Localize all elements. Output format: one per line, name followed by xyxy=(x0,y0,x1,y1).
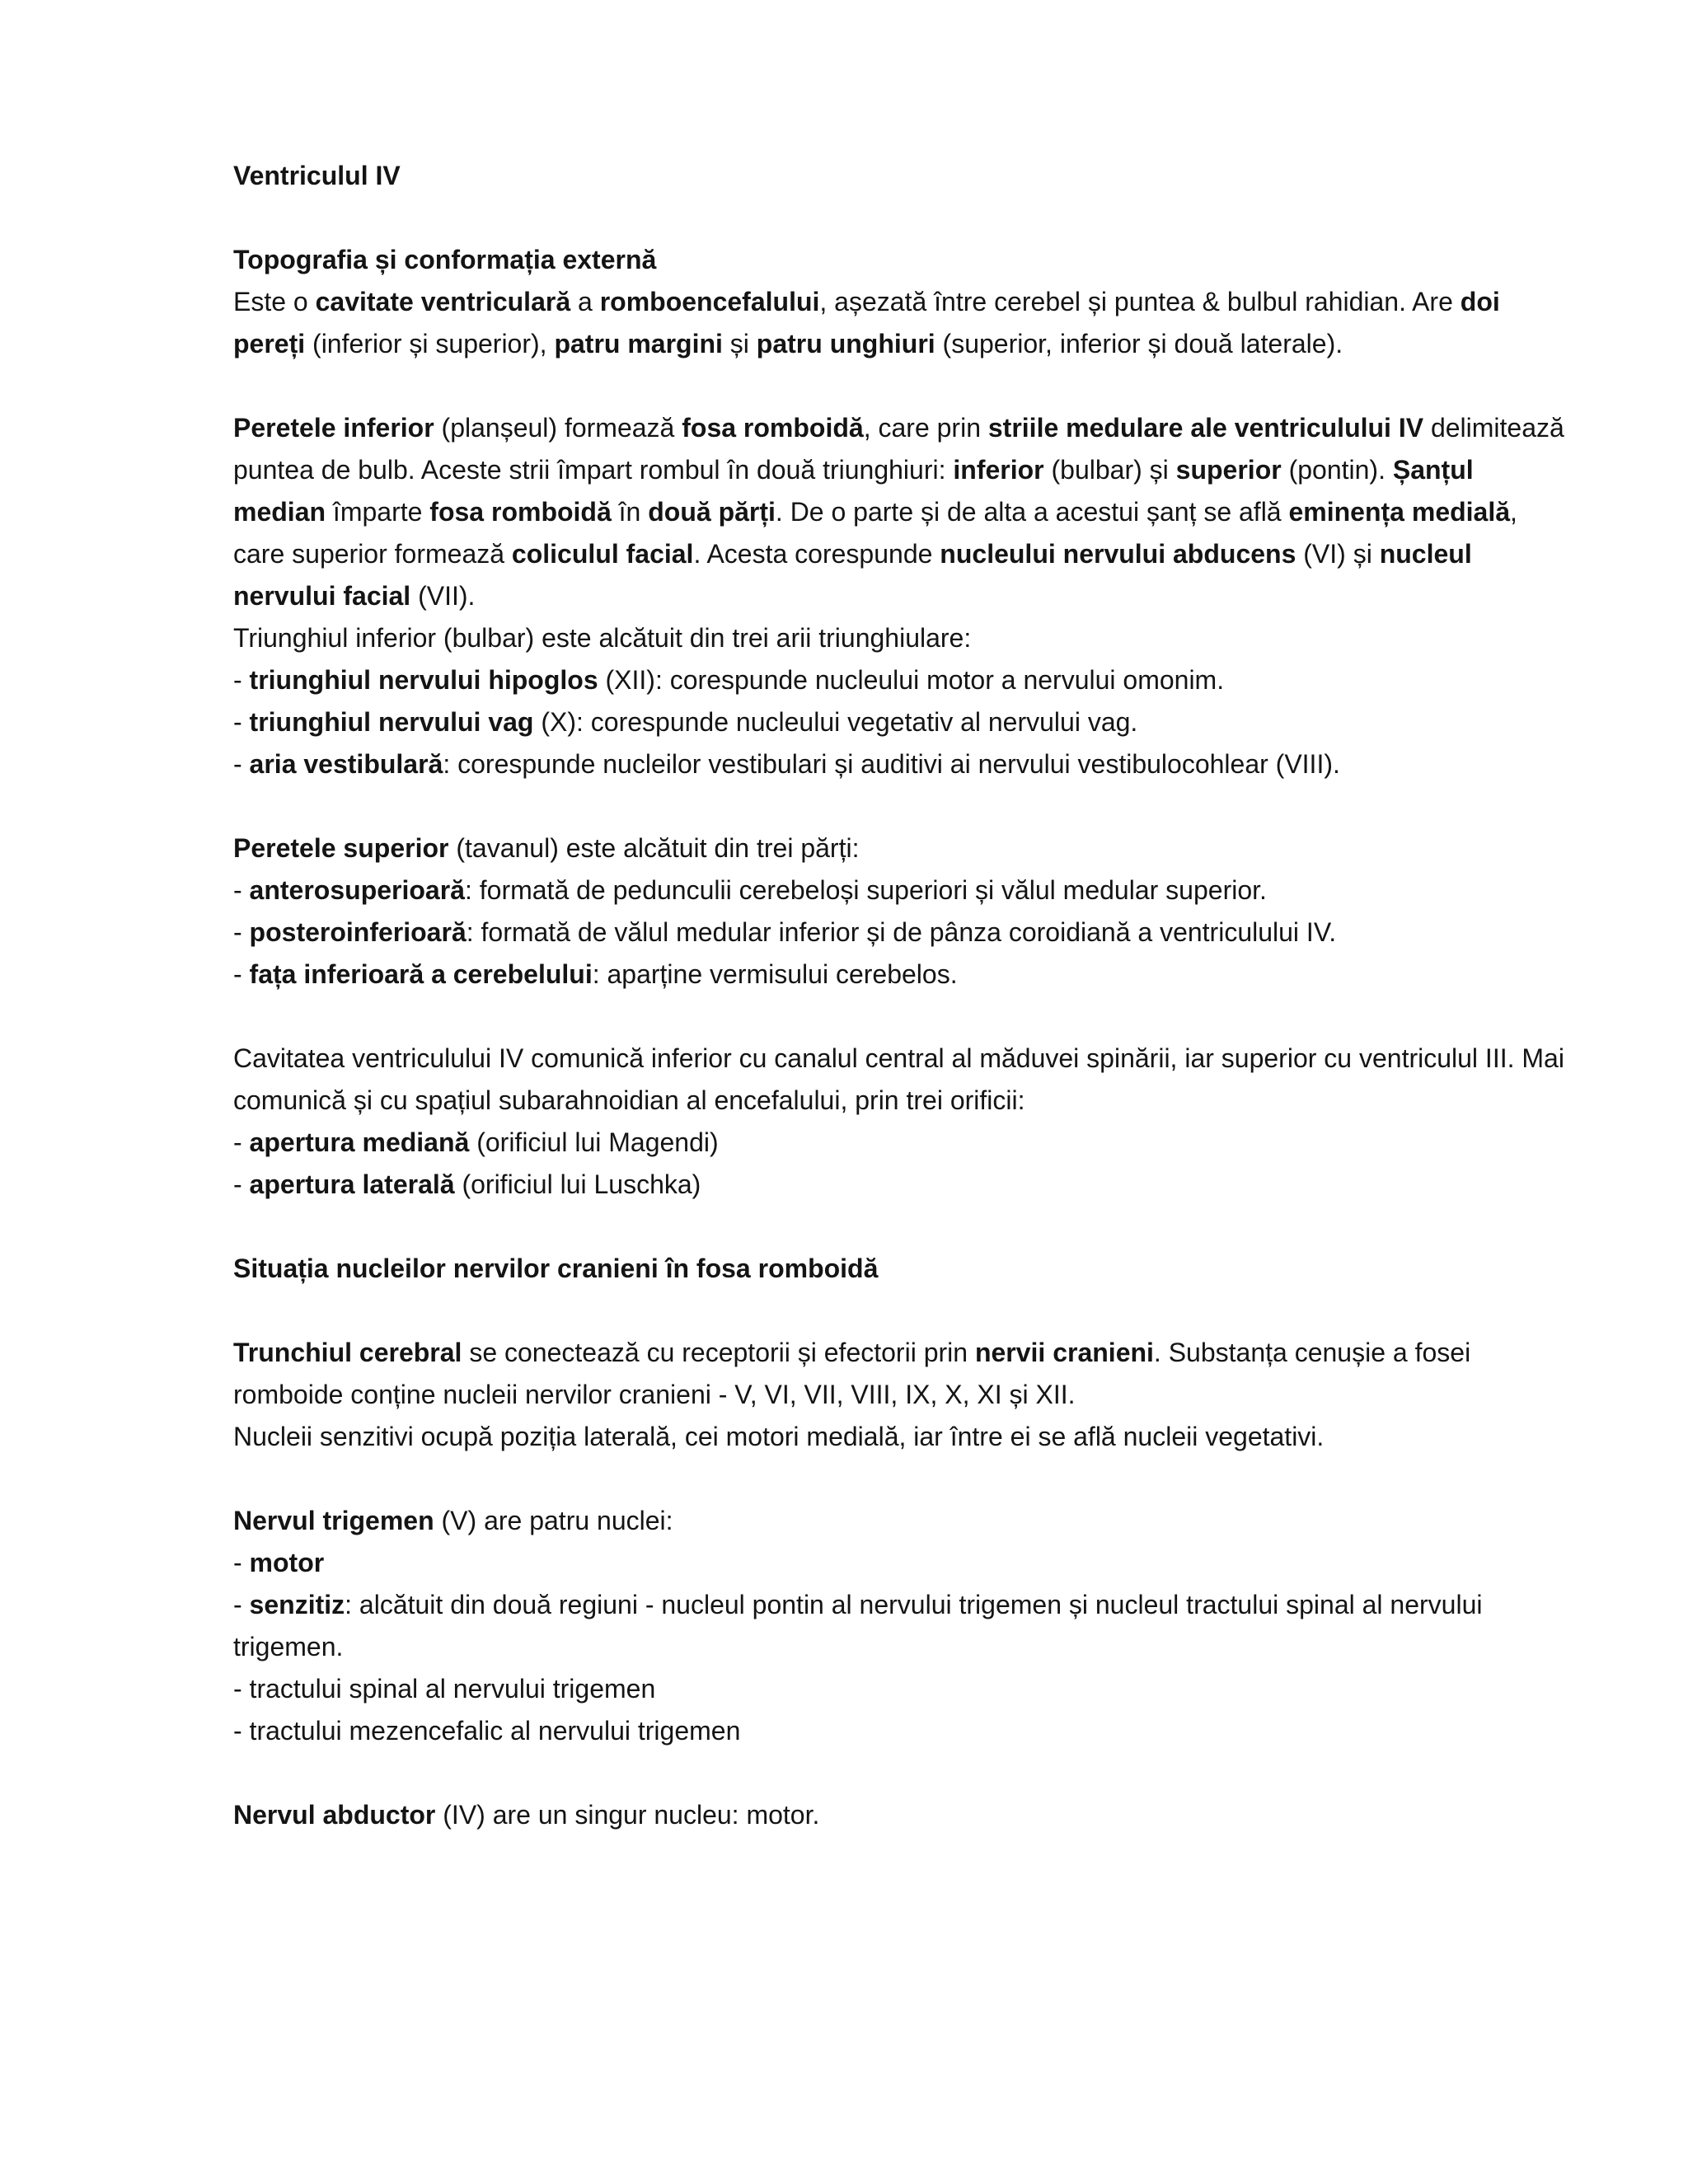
text-run: (tavanul) este alcătuit din trei părți: xyxy=(448,833,860,863)
text-run: (IV) are un singur nucleu: motor. xyxy=(435,1800,820,1830)
bold-term: posteroinferioară xyxy=(249,917,467,947)
bold-term: superior xyxy=(1175,455,1282,485)
bold-term: Trunchiul cerebral xyxy=(233,1338,462,1367)
spacer xyxy=(233,197,1568,239)
bold-term: fața inferioară a cerebelului xyxy=(249,959,593,989)
text-run: - xyxy=(233,1169,250,1199)
text-run: - xyxy=(233,1590,250,1619)
text-run: : corespunde nucleilor vestibulari și auditivi ai nervului vestibulocohlear (VIII). xyxy=(443,749,1340,779)
inferior-wall-paragraph xyxy=(233,407,1568,617)
text-run: (inferior și superior), xyxy=(305,329,555,359)
section-heading-nuclei: Situația nucleilor nervilor cranieni în fosa romboidă xyxy=(233,1254,879,1283)
text-run: se conectează cu receptorii și efectorii prin xyxy=(462,1338,975,1367)
text-run: în xyxy=(611,497,649,527)
list-item-cerebellum xyxy=(233,954,1568,996)
bold-term: senzitiz xyxy=(249,1590,345,1619)
spacer xyxy=(233,1206,1568,1248)
text-run: - xyxy=(233,959,250,989)
text-run: (VII). xyxy=(410,581,476,611)
text-run: - xyxy=(233,1548,250,1577)
text-run: - xyxy=(233,1127,250,1157)
bold-term: fosa romboidă xyxy=(682,413,864,443)
text-run: - xyxy=(233,707,250,737)
text-run: , care superior formează xyxy=(233,497,1517,569)
bold-term: romboencefalului xyxy=(599,287,820,316)
bold-term: triunghiul nervului hipoglos xyxy=(249,665,598,695)
text-run: : aparține vermisului cerebelos. xyxy=(592,959,958,989)
text-run: - xyxy=(233,875,250,905)
brainstem-paragraph xyxy=(233,1332,1568,1416)
bold-term: apertura laterală xyxy=(249,1169,455,1199)
text-run: Este o xyxy=(233,287,316,316)
text-run: (orificiul lui Luschka) xyxy=(454,1169,701,1199)
list-item-vestibular xyxy=(233,743,1568,785)
bold-term: nucleului nervului abducens xyxy=(940,539,1296,569)
text-run: și xyxy=(722,329,757,359)
text-run: - xyxy=(233,749,250,779)
bold-term: eminența medială xyxy=(1288,497,1511,527)
trigeminal-intro xyxy=(233,1500,1568,1542)
bold-term: patru unghiuri xyxy=(756,329,935,359)
text-run: (XII): corespunde nucleului motor a nervului omonim. xyxy=(598,665,1225,695)
text-run: împarte xyxy=(326,497,430,527)
bold-term: două părți xyxy=(648,497,776,527)
spacer xyxy=(233,785,1568,827)
bold-term: anterosuperioară xyxy=(249,875,465,905)
list-item-median-aperture xyxy=(233,1122,1568,1164)
bold-term: triunghiul nervului vag xyxy=(249,707,534,737)
text-run: (V) are patru nuclei: xyxy=(434,1506,673,1535)
list-item-mesencephalic-tract xyxy=(233,1710,1568,1752)
list-item-lateral-aperture xyxy=(233,1164,1568,1206)
bold-term: doi pereți xyxy=(233,287,1500,359)
document-page xyxy=(233,155,1568,1836)
text-run: (X): corespunde nucleului vegetativ al nervului vag. xyxy=(533,707,1138,737)
bold-term: striile medulare ale ventriculului IV xyxy=(987,413,1424,443)
text-run: . Acesta corespunde xyxy=(693,539,940,569)
bold-term: nucleul nervului facial xyxy=(233,539,1472,611)
text-run: (pontin). xyxy=(1281,455,1393,485)
list-item-spinal-tract xyxy=(233,1668,1568,1710)
spacer xyxy=(233,996,1568,1038)
bold-term: nervii cranieni xyxy=(974,1338,1154,1367)
text-run: - tractului mezencefalic al nervului trigemen xyxy=(233,1716,741,1746)
bold-term: Nervul abductor xyxy=(233,1800,436,1830)
inferior-triangle-intro: Triunghiul inferior (bulbar) este alcătuit din trei arii triunghiulare: xyxy=(233,623,972,653)
bold-term: Șanțul median xyxy=(233,455,1474,527)
bold-term: coliculul facial xyxy=(511,539,694,569)
abducens-paragraph xyxy=(233,1794,1568,1836)
list-item-anterosuperior xyxy=(233,869,1568,912)
cavity-paragraph: Cavitatea ventriculului IV comunică inferior cu canalul central al măduvei spinării, iar superior cu ventriculul III. Mai comunică și cu spațiul subarahnoidian al encefalului, prin trei orificii: xyxy=(233,1043,1564,1115)
section-heading-topography: Topografia și conformația externă xyxy=(233,245,657,274)
text-run: (VI) și xyxy=(1296,539,1380,569)
superior-wall-intro xyxy=(233,827,1568,869)
bold-term: Nervul trigemen xyxy=(233,1506,434,1535)
list-item-hypoglossal xyxy=(233,659,1568,701)
list-item-posteroinferior xyxy=(233,912,1568,954)
bold-term: Peretele superior xyxy=(233,833,449,863)
text-run: a xyxy=(570,287,600,316)
bold-term: apertura mediană xyxy=(249,1127,470,1157)
text-run: (superior, inferior și două laterale). xyxy=(935,329,1343,359)
bold-term: fosa romboidă xyxy=(429,497,612,527)
list-item-sensory xyxy=(233,1584,1568,1668)
list-item-motor xyxy=(233,1542,1568,1584)
text-run: (orificiul lui Magendi) xyxy=(469,1127,719,1157)
nuclei-position-paragraph: Nucleii senzitivi ocupă poziția laterală, cei motori medială, iar între ei se află nucleii vegetativi. xyxy=(233,1422,1325,1451)
document-title: Ventriculul IV xyxy=(233,161,401,190)
text-run: , așezată între cerebel și puntea & bulbul rahidian. Are xyxy=(819,287,1461,316)
spacer xyxy=(233,1752,1568,1794)
text-run: : formată de vălul medular inferior și de pânza coroidiană a ventriculului IV. xyxy=(466,917,1337,947)
list-item-vagus xyxy=(233,701,1568,743)
text-run: - xyxy=(233,665,250,695)
text-run: , care prin xyxy=(863,413,988,443)
text-run: : formată de pedunculii cerebeloși superiori și vălul medular superior. xyxy=(464,875,1267,905)
text-run: - tractului spinal al nervului trigemen xyxy=(233,1674,656,1704)
intro-paragraph xyxy=(233,281,1568,365)
text-run: . Substanța cenușie a fosei romboide conține nucleii nervilor cranieni - V, VI, VII, VIII, IX, X, XI și XII. xyxy=(233,1338,1471,1409)
bold-term: inferior xyxy=(953,455,1044,485)
text-run: (planșeul) formează xyxy=(434,413,682,443)
bold-term: cavitate ventriculară xyxy=(315,287,571,316)
spacer xyxy=(233,1290,1568,1332)
text-run: . De o parte și de alta a acestui șanț se află xyxy=(775,497,1289,527)
text-run: delimitează puntea de bulb. Aceste strii împart rombul în două triunghiuri: xyxy=(233,413,1564,485)
text-run: : alcătuit din două regiuni - nucleul pontin al nervului trigemen și nucleul tractului spinal al nervului trigemen. xyxy=(233,1590,1483,1661)
bold-term: motor xyxy=(249,1548,325,1577)
bold-term: patru margini xyxy=(554,329,723,359)
spacer xyxy=(233,365,1568,407)
spacer xyxy=(233,1458,1568,1500)
bold-term: aria vestibulară xyxy=(249,749,443,779)
text-run: - xyxy=(233,917,250,947)
text-run: (bulbar) și xyxy=(1043,455,1176,485)
bold-term: Peretele inferior xyxy=(233,413,434,443)
